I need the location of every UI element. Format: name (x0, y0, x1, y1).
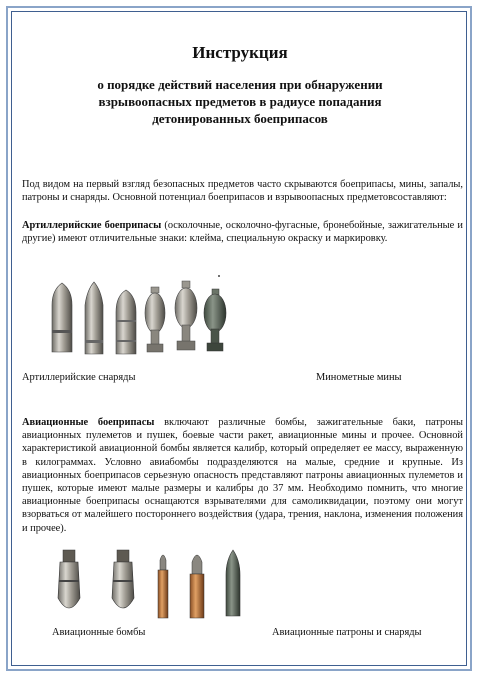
aviation-heading: Авиационные боеприпасы (22, 417, 155, 428)
aviation-cartridge-2 (190, 555, 204, 618)
aviation-text: включают различные бомбы, зажигательные баки, патроны авиационных пулеметов и пушек, боевые части ракет, авиационные мины и прочее. Основной характеристикой авиационной бомбы является калибр, который определяет ее массу, выраженную в килограммах. Условно авиабомбы подразделяются на малые, средние и крупные. Из авиационных боеприпасов серьезную опасность представляют патроны авиационных пулеметов и пушек, которые имеют малые размеры и калибры до 37 мм. Необходимо помнить, что многие авиационные боеприпасы оснащаются взрывателями для самоликвидации, поэтому они могут взорваться от малейшего постороннего воздействия (удара, трения, наклона, изменения положения и прочее). (22, 417, 463, 534)
dot-mark (218, 275, 220, 277)
page-title: Инструкция (192, 43, 288, 62)
mortar-mine-2 (175, 281, 197, 350)
aviation-bomb-1 (58, 550, 80, 608)
artillery-shell-3 (116, 290, 136, 354)
caption-artillery-shells: Артиллерийские снаряды (22, 372, 136, 383)
aviation-paragraph (22, 416, 463, 535)
artillery-shell-1 (52, 283, 72, 352)
aviation-cartridge-1 (158, 555, 168, 618)
mortar-mine-1 (145, 287, 165, 352)
artillery-heading: Артиллерийские боеприпасы (22, 220, 162, 231)
caption-aviation-cartridges: Авиационные патроны и снаряды (272, 627, 422, 638)
caption-mortar-mines: Минометные мины (316, 372, 402, 383)
caption-aviation-bombs: Авиационные бомбы (52, 627, 146, 638)
mortar-mine-3 (204, 289, 226, 351)
aviation-shell (226, 550, 240, 616)
intro-paragraph: Под видом на первый взгляд безопасных предметов часто скрываются боеприпасы, мины, запалы, патроны и снаряды. Основной потенциал боеприпасов и взрывоопасных предметовсоставляют: (22, 179, 463, 204)
artillery-shell-2 (85, 282, 103, 354)
artillery-text: (осколочные, осколочно-фугасные, бронебойные, зажигательные и другие) имеют отличительные знаки: клейма, специальную окраску и маркировку. (22, 220, 463, 245)
aviation-bomb-2 (112, 550, 134, 608)
page-subtitle: о порядке действий населения при обнаружении взрывоопасных предметов в радиусе попадания детонированных боеприпасов (97, 77, 383, 126)
